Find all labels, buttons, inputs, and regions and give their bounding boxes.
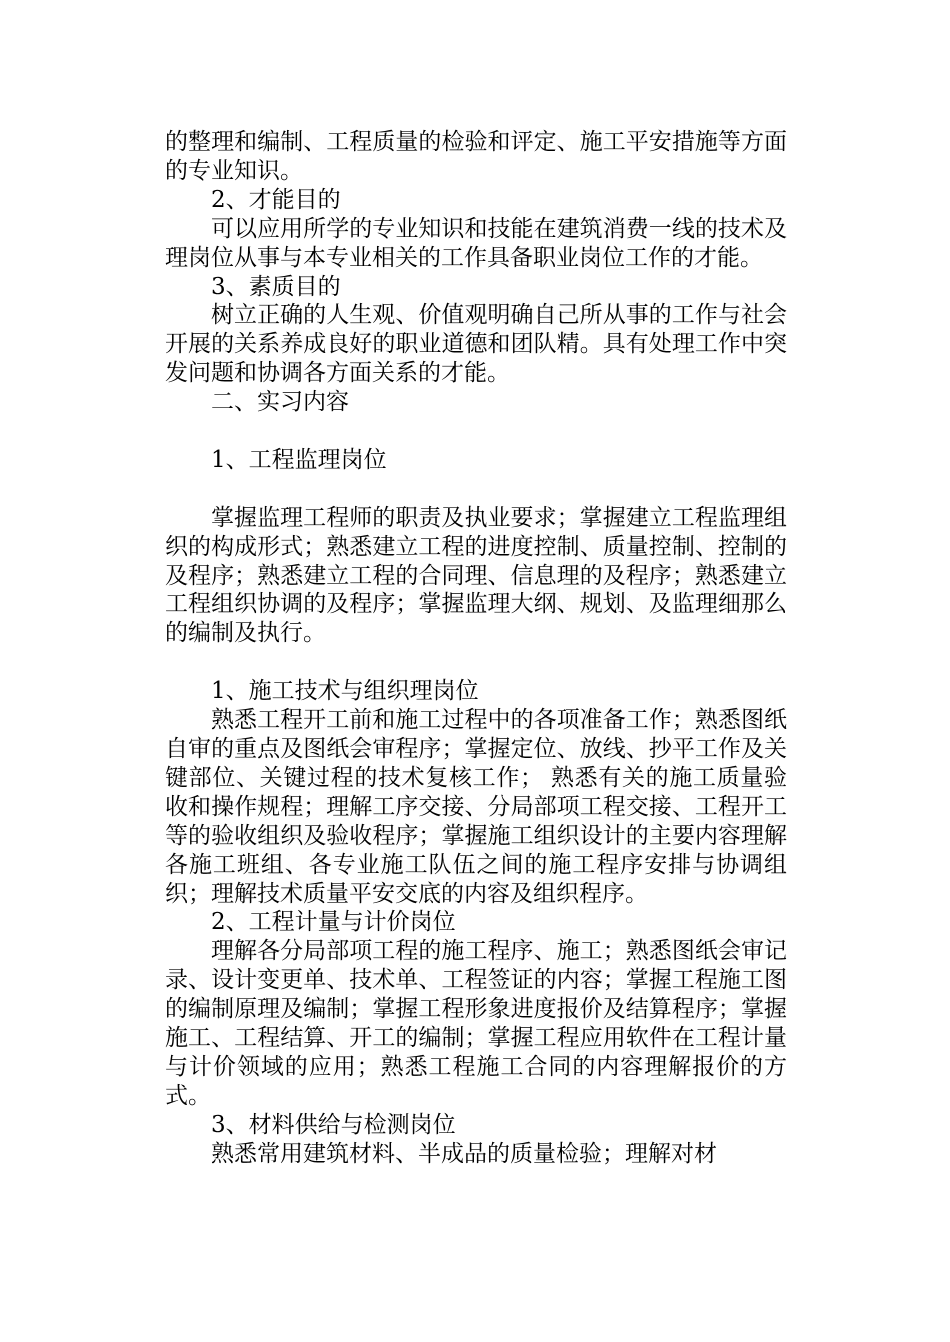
heading-pricing-post: 2、工程计量与计价岗位	[211, 909, 456, 936]
paragraph-materials-post: 熟悉常用建筑材料、半成品的质量检验；理解对材	[211, 1140, 717, 1167]
paragraph-knowledge-continued: 的整理和编制、工程质量的检验和评定、施工平安措施等方面的专业知识。	[165, 129, 787, 184]
blank-line	[165, 648, 787, 677]
blank-line	[165, 417, 787, 446]
paragraph-ability-goal: 可以应用所学的专业知识和技能在建筑消费一线的技术及理岗位从事与本专业相关的工作具备职业岗位工作的才能。	[165, 215, 787, 271]
blank-line	[165, 475, 787, 504]
heading-materials-post: 3、材料供给与检测岗位	[211, 1111, 456, 1138]
heading-ability-goal: 2、才能目的	[211, 186, 341, 213]
paragraph-quality-goal: 树立正确的人生观、价值观明确自己所从事的工作与社会开展的关系养成良好的职业道德和团队精。具有处理工作中突发问题和协调各方面关系的才能。	[165, 302, 787, 387]
paragraph-supervision-post: 掌握监理工程师的职责及执业要求；掌握建立工程监理组织的构成形式；熟悉建立工程的进度控制、质量控制、控制的及程序；熟悉建立工程的合同理、信息理的及程序；熟悉建立工程组织协调的及程序；掌握监理大纲、规划、及监理细那么的编制及执行。	[165, 504, 787, 647]
heading-construction-post: 1、施工技术与组织理岗位	[211, 678, 479, 705]
heading-internship-content: 二、实习内容	[211, 389, 349, 416]
paragraph-pricing-post: 理解各分局部项工程的施工程序、施工；熟悉图纸会审记录、设计变更单、技术单、工程签证的内容；掌握工程施工图的编制原理及编制；掌握工程形象进度报价及结算程序；掌握施工、工程结算、开工的编制；掌握工程应用软件在工程计量与计价领域的应用；熟悉工程施工合同的内容理解报价的方式。	[165, 938, 787, 1109]
document-page	[165, 128, 787, 1169]
heading-quality-goal: 3、素质目的	[211, 273, 341, 300]
heading-supervision-post: 1、工程监理岗位	[211, 446, 387, 473]
paragraph-construction-post: 熟悉工程开工前和施工过程中的各项准备工作；熟悉图纸自审的重点及图纸会审程序；掌握定位、放线、抄平工作及关键部位、关键过程的技术复核工作； 熟悉有关的施工质量验收和操作规程；理解工序交接、分局部项工程交接、工程开工等的验收组织及验收程序；掌握施工组织设计的主要内容理解各施工班组、各专业施工队伍之间的施工程序安排与协调组织；理解技术质量平安交底的内容及组织程序。	[165, 707, 787, 907]
